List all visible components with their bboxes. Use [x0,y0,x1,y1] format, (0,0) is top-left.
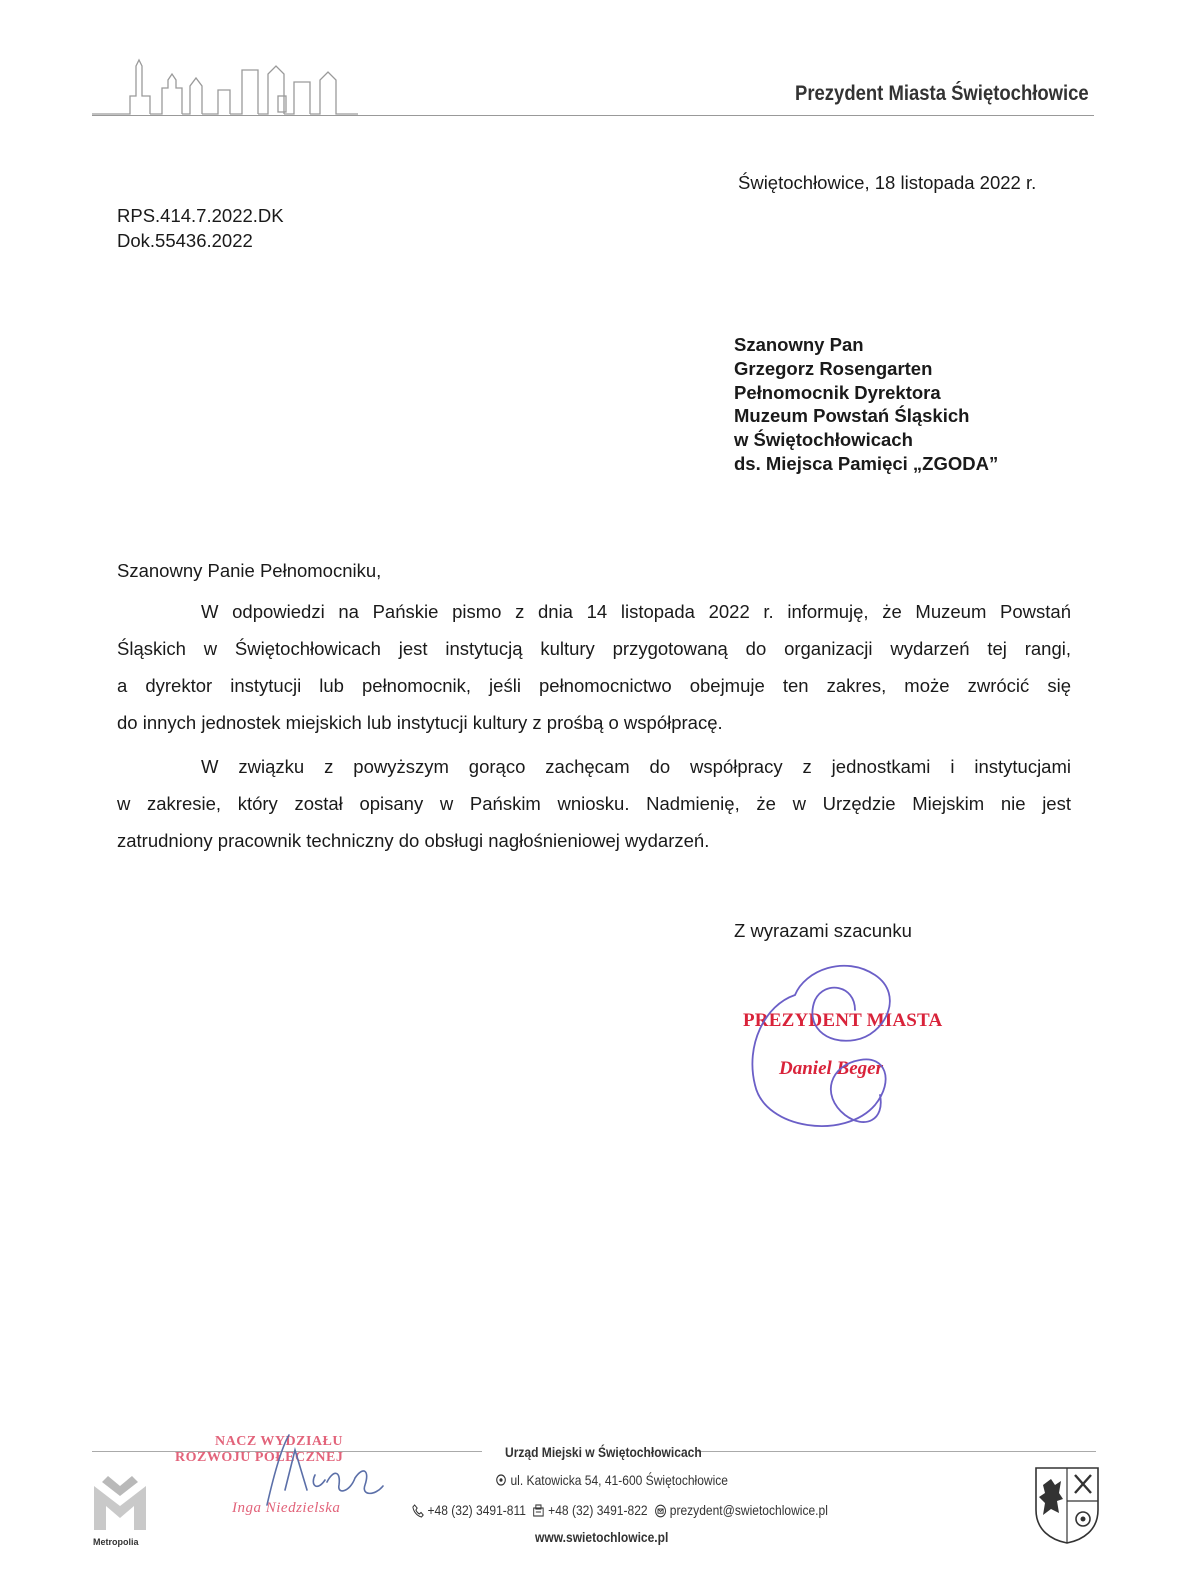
body-paragraph-2 [117,748,1071,859]
footer-office-name: Urząd Miejski w Świętochłowicach [505,1444,702,1460]
footer-fax: +48 (32) 3491-822 [548,1502,648,1518]
footer-email[interactable]: prezydent@swietochlowice.pl [669,1502,828,1518]
recipient-line: Muzeum Powstań Śląskich [734,405,970,426]
stamp-name: Daniel Beger [779,1058,883,1079]
footer-website[interactable]: www.swietochlowice.pl [535,1529,669,1545]
location-pin-icon [495,1474,507,1488]
footer-stamp-line: NACZ WYDZIAŁU [215,1434,343,1449]
reference-number: RPS.414.7.2022.DK [117,205,284,226]
footer-signature [255,1430,390,1520]
header-divider [92,115,1094,116]
fax-icon [533,1504,545,1518]
footer-contact [412,1502,828,1518]
letter-date: Świętochłowice, 18 listopada 2022 r. [738,172,1037,193]
footer-divider-right [698,1451,1096,1452]
paragraph-line: do innych jednostek miejskich lub instytucji kultury z prośbą o współpracę. [117,712,723,733]
footer-address-text: ul. Katowicka 54, 41-600 Świętochłowice [510,1472,728,1488]
footer-phone: +48 (32) 3491-811 [427,1502,527,1518]
metropolia-label: Metropolia [93,1537,139,1547]
recipient-line: Pełnomocnik Dyrektora [734,382,941,403]
city-skyline-logo [90,56,360,116]
recipient-line: Szanowny Pan [734,334,864,355]
recipient-line: w Świętochłowicach [734,429,913,450]
handwritten-signature [735,955,920,1140]
recipient-line: Grzegorz Rosengarten [734,358,933,379]
metropolia-logo [90,1472,150,1532]
footer-stamp-name: Inga Niedzielska [232,1500,341,1516]
paragraph-line: a dyrektor instytucji lub pełnomocnik, jeśli pełnomocnictwo obejmuje ten zakres, może zwrócić się [117,675,1071,696]
salutation: Szanowny Panie Pełnomocniku, [117,560,382,581]
footer-stamp-line: ROZWOJU POŁECZNEJ [175,1450,344,1465]
paragraph-line: w zakresie, który został opisany w Pańskim wniosku. Nadmienię, że w Urzędzie Miejskim nie jest [117,793,1071,814]
stamp-title: PREZYDENT MIASTA [743,1010,943,1031]
paragraph-line: zatrudniony pracownik techniczny do obsługi nagłośnieniowej wydarzeń. [117,830,710,851]
recipient-line: ds. Miejsca Pamięci „ZGODA” [734,453,999,474]
paragraph-line: W związku z powyższym gorąco zachęcam do współpracy z jednostkami i instytucjami [201,756,1071,777]
paragraph-line: Śląskich w Świętochłowicach jest instytucją kultury przygotowaną do organizacji wydarzeń tej rangi, [117,638,1071,659]
coat-of-arms-icon [1033,1465,1101,1545]
document-number: Dok.55436.2022 [117,230,253,251]
email-icon [654,1504,666,1518]
closing-phrase: Z wyrazami szacunku [734,920,912,941]
footer-address [495,1472,728,1488]
phone-icon [412,1504,424,1518]
body-paragraph-1 [117,593,1071,741]
paragraph-line: W odpowiedzi na Pańskie pismo z dnia 14 listopada 2022 r. informuję, że Muzeum Powstań [201,601,1071,622]
header-title: Prezydent Miasta Świętochłowice [795,82,1089,105]
